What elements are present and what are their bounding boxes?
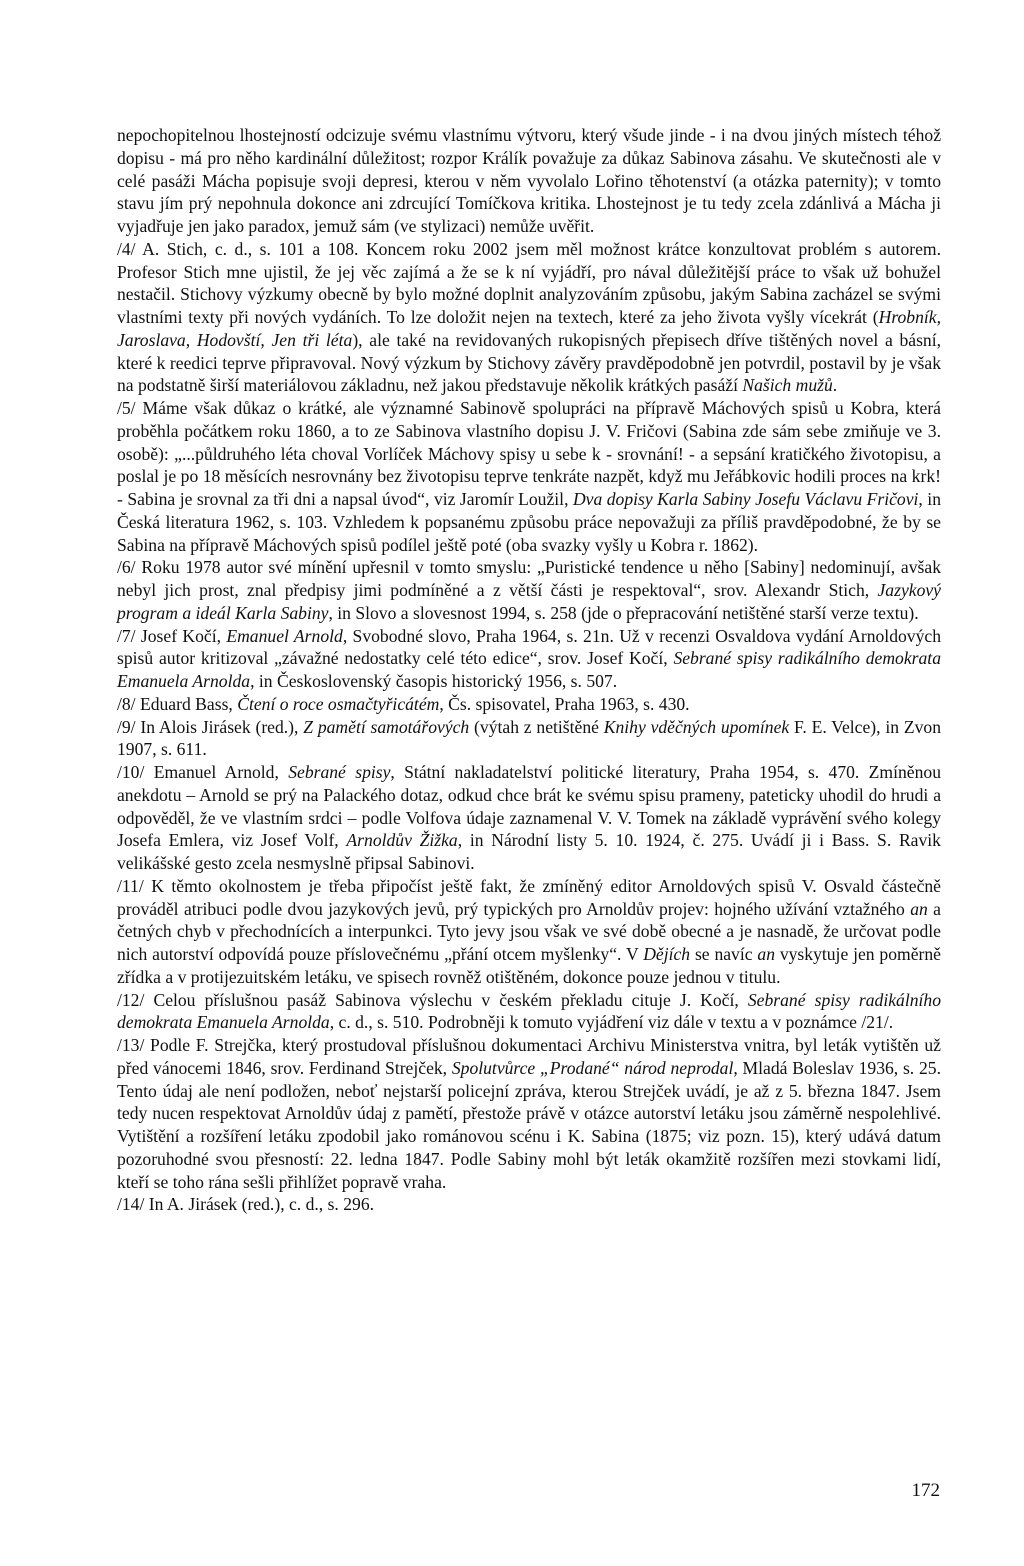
footnote-text: , in Slovo a slovesnost 1994, s. 258 (jde o přepracování netištěné starší verze textu). [328, 602, 919, 623]
footnote-text: vyskytuje jen poměrně zřídka a v protijezuitském letáku, ve spisech rovněž otištěném, dokonce pouze jednou v titulu. [117, 944, 941, 987]
footnote [117, 875, 941, 989]
footnote-text: /4/ A. Stich, c. d., s. 101 a 108. Koncem roku 2002 jsem měl možnost krátce konzultovat problém s autorem. Profesor Stich mne ujistil, že jej věc zajímá a že se k ní vyjádří, pro nával důležitější práce to však už bohužel nestačil. Stichovy výzkumy obecně by bylo možné doplnit analyzováním způsobu, jakým Sabina zacházel se svými vlastními texty při nových vydáních. To lze doložit nejen na textech, které za jeho života vyšly vícekrát ( [117, 238, 941, 327]
italic-title: Našich mužů [742, 375, 833, 396]
italic-title: Dějích [643, 944, 691, 964]
italic-title: Sebrané spisy [288, 762, 391, 782]
italic-title: Jazykový program a ideál Karla Sabiny [117, 580, 941, 623]
footnote-text: /9/ In Alois Jirásek (red.), [117, 716, 304, 737]
footnote [117, 1034, 941, 1193]
footnote-text: , in Česká literatura 1962, s. 103. Vzhledem k popsanému způsobu práce nepovažuji za příliš pravděpodobné, že by se Sabina na přípravě Máchových spisů podílel ještě poté (oba svazky vyšly u Kobra r. 1862). [117, 489, 941, 555]
footnote-text: a četných chyb v přechodnících a interpunkci. Tyto jevy jsou však ve své době obecné a je nasnadě, že určovat podle nich autorství odpovídá pouze příslovečnému „přání otcem myšlenky“. V [117, 898, 941, 964]
footnote-text: /7/ Josef Kočí, [117, 625, 227, 646]
footnote [117, 556, 941, 624]
footnote-text: /8/ Eduard Bass, [117, 693, 238, 714]
footnote-continuation [117, 124, 941, 238]
footnote-text: /11/ K těmto okolnostem je třeba připočíst ještě fakt, že zmíněný editor Arnoldových spisů V. Osvald částečně prováděl atribuci podle dvou jazykových jevů, prý typických pro Arnoldův projev: hojného užívání vztažného [117, 875, 941, 919]
italic-title: Sebrané spisy radikálního demokrata Emanuela Arnolda [117, 989, 941, 1033]
footnote-text: nepochopitelnou lhostejností odcizuje svému vlastnímu výtvoru, který všude jinde - i na dvou jiných místech téhož dopisu - má pro něho kardinální důležitost; rozpor Králík považuje za důkaz Sabinova zásahu. Ve skutečnosti ale v celé pasáži Mácha popisuje svoji depresi, kterou v něm vyvolalo Lořino těhotenství (a otázka paternity); v tomto stavu jím prý nepohnula dokonce ani zdrcující Tomíčkova kritika. Lhostejnost je tu tedy zcela zdánlivá a Mácha ji vyjadřuje jen jako paradox, jemuž sám (ve stylizaci) nemůže uvěřit. [117, 125, 941, 236]
footnote-text: , Mladá Boleslav 1936, s. 25. Tento údaj ale není podložen, neboť nejstarší policejní zpráva, kterou Strejček uvádí, je až z 5. března 1847. Jsem tedy nucen respektovat Arnoldův údaj z pamětí, přestože právě v otázce autorství letáku jsou záměrně nespolehlivé. Vytištění a rozšíření letáku zpodobil jako románovou scénu i K. Sabina (1875; viz pozn. 15), který udává datum pozoruhodné svou přesností: 22. ledna 1847. Podle Sabiny mohl být leták okamžitě rozšířen mezi stovkami lidí, kteří se toho rána sešli přihlížet popravě vraha. [117, 1057, 941, 1192]
italic-title: Arnoldův Žižka [346, 830, 458, 851]
footnote-text: , Čs. spisovatel, Praha 1963, s. 430. [439, 693, 690, 714]
page-number: 172 [911, 1480, 940, 1501]
footnote-text: , in Národní listy 5. 10. 1924, č. 275. Uvádí ji i Bass. S. Ravik velikášské gesto zcela nesmyslně připsal Sabinovi. [117, 830, 941, 873]
footnote-text: /12/ Celou příslušnou pasáž Sabinova výslechu v českém překladu cituje J. Kočí, [117, 989, 748, 1010]
footnote [117, 1193, 941, 1216]
italic-title: Sebrané spisy radikálního demokrata Emanuela Arnolda [117, 648, 941, 691]
italic-title: Emanuel Arnold [226, 625, 343, 646]
footnote-text: se navíc [690, 944, 758, 964]
footnote [117, 625, 941, 693]
footnote-text: /14/ In A. Jirásek (red.), c. d., s. 296. [117, 1194, 375, 1215]
footnote-text: . [832, 375, 838, 396]
italic-title: an [757, 944, 775, 964]
italic-title: an [910, 898, 928, 919]
footnote-text: (výtah z netištěné [469, 716, 604, 737]
footnote [117, 761, 941, 875]
italic-title: Hrobník, Jaroslava, Hodovští, Jen tři léta [117, 307, 941, 350]
footnote-text: , c. d., s. 510. Podrobněji k tomuto vyjádření viz dále v textu a v poznámce /21/. [329, 1012, 894, 1033]
footnote-text: F. E. Velce), in Zvon 1907, s. 611. [117, 716, 941, 760]
footnote [117, 716, 941, 762]
footnote-text: /6/ Roku 1978 autor své mínění upřesnil v tomto smyslu: „Puristické tendence u něho [Sabiny] nedominují, avšak nebyl jich prost, znal předpisy jimi podmíněné a z větší části je respektoval“, srov. Alexandr Stich, [117, 557, 941, 600]
footnote-text: /10/ Emanuel Arnold, [117, 762, 289, 782]
footnote [117, 397, 941, 556]
footnote [117, 693, 941, 716]
italic-title: Dva dopisy Karla Sabiny Josefu Václavu Fričovi [572, 489, 919, 509]
footnote-text: , in Československý časopis historický 1956, s. 507. [250, 671, 618, 691]
footnote [117, 238, 941, 397]
footnote-text: ), ale také na revidovaných rukopisných přepisech dříve tištěných novel a básní, které k reedici teprve připravoval. Nový výzkum by Stichovy závěry pravděpodobně jen potvrdil, postavil by je však na podstatně širší materiálovou základnu, než jakou představuje několik krátkých pasáží [117, 329, 941, 396]
italic-title: Knihy vděčných upomínek [603, 716, 790, 737]
footnotes-block [117, 124, 941, 1216]
footnote [117, 989, 941, 1035]
footnote-text: /5/ Máme však důkaz o krátké, ale významné Sabinově spolupráci na přípravě Máchových spisů u Kobra, která proběhla počátkem roku 1860, a to ze Sabinova vlastního dopisu J. V. Fričovi (Sabina zde sám sebe zmiňuje ve 3. osobě): „...půldruhého léta choval Vorlíček Máchovy spisy u sebe k - srovnání! - a sepsání kratičkého životopisu, a poslal je po 18 měsících nesrovnány bez životopisu teprve tenkráte nazpět, když mu Jeřábkovic hodili proces na krk! - Sabina je srovnal za tři dni a napsal úvod“, viz Jaromír Loužil, [117, 398, 941, 509]
footnote-text: , Svobodné slovo, Praha 1964, s. 21n. Už v recenzi Osvaldova vydání Arnoldových spisů autor kritizoval „závažné nedostatky celé této edice“, srov. Josef Kočí, [117, 625, 941, 669]
footnote-text: , Státní nakladatelství politické literatury, Praha 1954, s. 470. Zmíněnou anekdotu – Arnold se prý na Palackého dotaz, odkud chce brát ke svému spisu prameny, pateticky uhodil do hrudi a odpověděl, že ve vlastním srdci – podle Volfova údaje zaznamenal V. V. Tomek na základě vyprávění svého kolegy Josefa Emlera, viz Josef Volf, [117, 762, 941, 851]
footnote-text: /13/ Podle F. Strejčka, který prostudoval příslušnou dokumentaci Archivu Ministerstva vnitra, byl leták vytištěn už před vánocemi 1846, srov. Ferdinand Strejček, [117, 1035, 941, 1078]
italic-title: Čtení o roce osmačtyřicátém [237, 693, 440, 714]
italic-title: Spolutvůrce „Prodané“ národ neprodal [451, 1057, 734, 1078]
italic-title: Z pamětí samotářových [303, 716, 470, 737]
